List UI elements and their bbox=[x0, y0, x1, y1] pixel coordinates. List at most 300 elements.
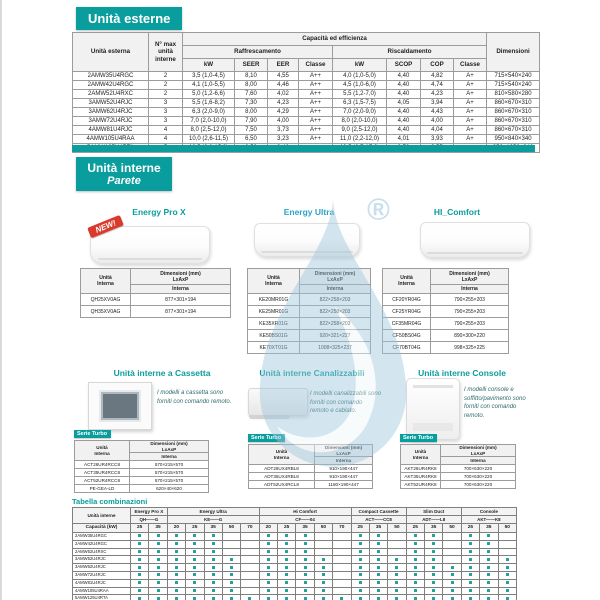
compat-dot bbox=[285, 573, 288, 576]
col-header-indoor-units: Unità interne bbox=[73, 508, 131, 524]
compat-dot bbox=[285, 542, 288, 545]
cassette-grille bbox=[99, 390, 141, 421]
table-row: ADT26UX4RBL8 910×190×447 bbox=[249, 465, 373, 473]
size-col: 25 bbox=[461, 524, 479, 533]
col-header-dimensions-mm bbox=[431, 269, 509, 285]
energy-ultra-rows bbox=[248, 294, 371, 354]
col-header-indoor-unit bbox=[383, 269, 431, 294]
compat-dot bbox=[432, 534, 435, 537]
console-note: I modelli console e soffitto/pavimento sono forniti con comando remoto. bbox=[464, 387, 526, 420]
dim-label-line1: Dimensioni (mm) bbox=[324, 445, 363, 450]
table-row: KE35XR01G 822×258×203 bbox=[248, 318, 371, 330]
dim-label-line2: LxAxP bbox=[470, 450, 486, 456]
compat-dot bbox=[377, 581, 380, 584]
group-hi-comfort: Hi Comfort bbox=[259, 508, 351, 516]
nmax-line3: interne bbox=[155, 55, 176, 63]
compat-dot bbox=[175, 566, 178, 569]
compat-dot bbox=[304, 558, 307, 561]
compat-dot bbox=[469, 597, 472, 600]
compat-dot bbox=[414, 581, 417, 584]
unit-label-line2: Interna bbox=[273, 454, 290, 460]
col-header-cop: COP bbox=[421, 59, 454, 72]
console-unit-image bbox=[406, 378, 460, 440]
compat-dot bbox=[175, 534, 178, 537]
table-row: 3AMW52U4RJC bbox=[73, 556, 517, 564]
compat-dot bbox=[267, 581, 270, 584]
compat-dot bbox=[359, 534, 362, 537]
energy-pro-x-table bbox=[80, 268, 231, 318]
compat-dot bbox=[322, 566, 325, 569]
compat-dot bbox=[157, 573, 160, 576]
compat-dot bbox=[157, 542, 160, 545]
compat-dot bbox=[157, 534, 160, 537]
compat-dot bbox=[414, 573, 417, 576]
table-row: QH25XV0AG 877×301×194 bbox=[81, 294, 231, 306]
compat-dot bbox=[193, 581, 196, 584]
indoor-units-title bbox=[76, 157, 172, 191]
compat-dot bbox=[432, 542, 435, 545]
code-cf: CF——04 bbox=[259, 516, 351, 524]
size-col: 50 bbox=[314, 524, 332, 533]
compat-dot bbox=[451, 597, 454, 600]
compat-dot bbox=[487, 542, 490, 545]
code-act: ACT——CC8 bbox=[351, 516, 406, 524]
compat-dot bbox=[157, 566, 160, 569]
col-subheader-interna: Interna bbox=[300, 285, 371, 294]
console-rows bbox=[401, 465, 516, 489]
table-row: 3AMW52U4RJC 3 5,5 (1,6-8,2) 7,30 4,23 A++ 6,3 (1,5-7,5) 4,05 3,94 A+ 860×670×310 bbox=[73, 99, 540, 108]
col-header-capacity: Capacità ed efficienza bbox=[183, 33, 487, 46]
col-subheader-interna: Interna bbox=[315, 457, 373, 465]
col-header-cooling: Raffrescamento bbox=[183, 46, 333, 59]
size-col: 25 bbox=[186, 524, 204, 533]
table-row: ACT35UR4RCC8 570×215×570 bbox=[75, 469, 209, 477]
compat-dot bbox=[304, 589, 307, 592]
compat-dot bbox=[304, 542, 307, 545]
compat-dot bbox=[248, 597, 251, 600]
nmax-line2: unità bbox=[158, 48, 173, 56]
compat-dot bbox=[304, 566, 307, 569]
outdoor-units-title: Unità esterne bbox=[76, 7, 182, 30]
table-row: KE25MR01G 822×258×203 bbox=[248, 306, 371, 318]
compat-dot bbox=[359, 573, 362, 576]
section-title-console: Unità interne Console bbox=[418, 368, 506, 378]
console-table bbox=[400, 444, 516, 489]
unit-label-line2: Interna bbox=[398, 281, 415, 287]
compat-dot bbox=[469, 558, 472, 561]
table-row: AKT35UR4RK8 700×630×220 bbox=[401, 473, 516, 481]
compat-dot bbox=[212, 566, 215, 569]
dim-label-line1: Dimensioni (mm) bbox=[160, 270, 201, 277]
col-header-heating: Riscaldamento bbox=[333, 46, 487, 59]
col-header-indoor-unit bbox=[75, 441, 130, 461]
compat-dot bbox=[212, 550, 215, 553]
group-slim-duct: Slim Duct bbox=[406, 508, 461, 516]
table-row: CF70BT04G 998×325×225 bbox=[383, 342, 509, 354]
compat-dot bbox=[138, 558, 141, 561]
size-col: 25 bbox=[278, 524, 296, 533]
compat-dot bbox=[469, 566, 472, 569]
compat-dot bbox=[138, 573, 141, 576]
size-col: 70 bbox=[241, 524, 259, 533]
compat-dot bbox=[469, 581, 472, 584]
compat-dot bbox=[285, 597, 288, 600]
compat-dot bbox=[359, 589, 362, 592]
group-compact-cassette: Compact Cassette bbox=[351, 508, 406, 516]
col-header-indoor-unit bbox=[248, 269, 300, 294]
compat-dot bbox=[212, 542, 215, 545]
dim-label-line2: LxAxP bbox=[161, 446, 177, 452]
col-header-classe2: Classe bbox=[454, 59, 487, 72]
col-header-dimensions-mm bbox=[131, 269, 231, 285]
hi-comfort-rows bbox=[383, 294, 509, 354]
capacity-kw-label: Capacità (kW) bbox=[73, 524, 131, 533]
table-row: 2AMW42U4RGC bbox=[73, 540, 517, 548]
table-row: AKT52UR4RK8 700×630×220 bbox=[401, 481, 516, 489]
section-title-hi-comfort: HI_Comfort bbox=[433, 207, 481, 217]
compat-dot bbox=[377, 558, 380, 561]
compat-dot bbox=[377, 589, 380, 592]
size-col: 50 bbox=[222, 524, 240, 533]
compat-dot bbox=[469, 550, 472, 553]
compat-dot bbox=[395, 597, 398, 600]
compat-dot bbox=[469, 589, 472, 592]
compat-dot bbox=[304, 550, 307, 553]
table-row: 2AMW35U4RGC bbox=[73, 533, 517, 541]
size-col: 25 bbox=[131, 524, 149, 533]
compat-dot bbox=[285, 589, 288, 592]
compat-dot bbox=[377, 534, 380, 537]
compat-dot bbox=[175, 542, 178, 545]
compat-dot bbox=[432, 597, 435, 600]
dim-label-line2: LxAxP bbox=[336, 450, 351, 456]
compat-dot bbox=[193, 534, 196, 537]
compat-dot bbox=[175, 573, 178, 576]
compat-dot bbox=[487, 573, 490, 576]
code-ke: KE——G bbox=[167, 516, 259, 524]
compat-dot bbox=[414, 542, 417, 545]
ducted-unit-image bbox=[248, 388, 308, 416]
col-header-indoor-unit bbox=[401, 445, 441, 465]
compat-dot bbox=[487, 566, 490, 569]
section-title-canalizzabili: Unità interne Canalizzabili bbox=[259, 368, 365, 378]
unit-label-line1: Unità bbox=[96, 445, 108, 450]
compat-dot bbox=[175, 597, 178, 600]
energy-ultra-table bbox=[247, 268, 371, 354]
dim-label-line2: LxAxP bbox=[327, 276, 343, 283]
outdoor-units-rows bbox=[73, 72, 540, 153]
table-row: CF25YR04G 790×255×203 bbox=[383, 306, 509, 318]
code-adt: ADT——L8 bbox=[406, 516, 461, 524]
indoor-title-line: Unità interne bbox=[87, 161, 161, 175]
compat-dot bbox=[432, 550, 435, 553]
compat-dot bbox=[285, 566, 288, 569]
table-row: 4AMW105U4RAA bbox=[73, 587, 517, 595]
table-row: ADT35UX4RBL8 910×190×447 bbox=[249, 473, 373, 481]
col-header-nmax bbox=[149, 33, 183, 72]
table-row: CF20YR04G 790×255×203 bbox=[383, 294, 509, 306]
compat-dot bbox=[230, 566, 233, 569]
compat-dot bbox=[175, 550, 178, 553]
dim-label-line2: LxAxP bbox=[172, 276, 189, 283]
hi-comfort-table bbox=[382, 268, 509, 354]
compat-dot bbox=[322, 589, 325, 592]
compat-dot bbox=[175, 558, 178, 561]
compat-dot bbox=[267, 589, 270, 592]
compat-dot bbox=[506, 573, 509, 576]
size-col: 50 bbox=[443, 524, 461, 533]
compat-dot bbox=[322, 573, 325, 576]
compat-dot bbox=[138, 589, 141, 592]
compat-dot bbox=[395, 589, 398, 592]
compat-dot bbox=[487, 597, 490, 600]
table-row: CF50BS04G 890×300×220 bbox=[383, 330, 509, 342]
dim-label-line1: Dimensioni (mm) bbox=[150, 441, 188, 446]
registered-trademark-symbol: ® bbox=[367, 192, 390, 227]
size-col: 25 bbox=[351, 524, 369, 533]
compat-dot bbox=[340, 597, 343, 600]
table-row: KE20MR01G 822×258×203 bbox=[248, 294, 371, 306]
compat-dot bbox=[285, 581, 288, 584]
table-row: 3AMW72U4RJC 3 7,0 (2,0-10,0) 7,90 4,00 A++ 8,0 (2,0-10,0) 4,40 4,00 A+ 860×670×310 bbox=[73, 117, 540, 126]
compat-dot bbox=[487, 534, 490, 537]
unit-label-line1: Unità bbox=[400, 275, 413, 281]
unit-label-line2: Interna bbox=[94, 450, 110, 456]
size-col: 70 bbox=[333, 524, 351, 533]
compat-dot bbox=[193, 589, 196, 592]
compat-dot bbox=[138, 566, 141, 569]
compat-dot bbox=[230, 558, 233, 561]
unit-label-line1: Unità bbox=[99, 275, 112, 281]
col-subheader-interna: Interna bbox=[441, 457, 516, 465]
compat-dot bbox=[359, 597, 362, 600]
table-row: KE50BS01G 920×321×227 bbox=[248, 330, 371, 342]
size-col: 50 bbox=[388, 524, 406, 533]
teal-divider-strip bbox=[72, 145, 535, 152]
table-row: 2AMW35U4RGC 2 3,5 (1,0-4,5) 8,10 4,55 A++ 4,0 (1,0-5,0) 4,40 4,82 A+ 715×540×240 bbox=[73, 72, 540, 81]
compat-dot bbox=[469, 542, 472, 545]
ducted-table bbox=[248, 444, 373, 489]
size-col: 35 bbox=[480, 524, 498, 533]
compat-dot bbox=[377, 566, 380, 569]
ducted-note: I modelli canalizzabili sono forniti con comando remoto e cablato. bbox=[310, 391, 382, 415]
compat-dot bbox=[193, 573, 196, 576]
table-row: 2AMW52U4RXC 2 5,0 (1,2-6,6) 7,60 4,02 A++ 5,5 (1,2-7,0) 4,40 4,23 A+ 810×580×280 bbox=[73, 90, 540, 99]
compat-dot bbox=[395, 573, 398, 576]
compat-dot bbox=[451, 581, 454, 584]
outdoor-units-table bbox=[72, 32, 540, 153]
compat-dot bbox=[359, 581, 362, 584]
table-row: 3AMW62U4RJC bbox=[73, 564, 517, 572]
compat-dot bbox=[414, 534, 417, 537]
col-header-kw: kW bbox=[183, 59, 235, 72]
compat-dot bbox=[451, 573, 454, 576]
compat-dot bbox=[212, 558, 215, 561]
compat-dot bbox=[359, 566, 362, 569]
compat-dot bbox=[469, 573, 472, 576]
combination-rows bbox=[73, 533, 517, 600]
compat-dot bbox=[359, 550, 362, 553]
compat-dot bbox=[304, 573, 307, 576]
table-row: ADT52UX4RCL8 1180×190×447 bbox=[249, 481, 373, 489]
compat-dot bbox=[212, 581, 215, 584]
compat-dot bbox=[193, 542, 196, 545]
size-col: 35 bbox=[149, 524, 167, 533]
table-row: 2AMW42U4RGC 2 4,1 (1,0-5,5) 8,00 4,46 A++ 4,5 (1,0-6,0) 4,40 4,74 A+ 715×540×240 bbox=[73, 81, 540, 90]
cassette-rows bbox=[75, 461, 209, 493]
table-row: 5AMW125U4RTA bbox=[73, 595, 517, 600]
combination-table-title: Tabella combinazioni bbox=[72, 497, 148, 506]
compat-dot bbox=[451, 589, 454, 592]
compat-dot bbox=[377, 597, 380, 600]
compat-dot bbox=[175, 589, 178, 592]
group-energy-ultra: Energy Ultra bbox=[167, 508, 259, 516]
col-header-indoor-unit bbox=[81, 269, 131, 294]
compat-dot bbox=[138, 534, 141, 537]
indoor-subtitle-parete: Parete bbox=[107, 175, 141, 187]
col-header-dimensions-mm bbox=[315, 445, 373, 457]
compat-dot bbox=[193, 566, 196, 569]
size-col: 35 bbox=[369, 524, 387, 533]
compat-dot bbox=[212, 573, 215, 576]
unit-label-line1: Unità bbox=[275, 449, 288, 454]
compat-dot bbox=[395, 581, 398, 584]
combination-table bbox=[72, 507, 517, 600]
code-qh: QH——G bbox=[131, 516, 168, 524]
table-row: ACT52UR4RCC8 570×215×570 bbox=[75, 477, 209, 485]
col-subheader-interna: Interna bbox=[431, 285, 509, 294]
compat-dot bbox=[304, 581, 307, 584]
compat-dot bbox=[175, 581, 178, 584]
size-col: 25 bbox=[406, 524, 424, 533]
compat-dot bbox=[414, 566, 417, 569]
table-row: QH35XV0AG 877×301×194 bbox=[81, 306, 231, 318]
compat-dot bbox=[414, 558, 417, 561]
compat-dot bbox=[304, 597, 307, 600]
compat-dot bbox=[359, 558, 362, 561]
table-row: PE-GEA-LD 620×40×620 bbox=[75, 485, 209, 493]
compat-dot bbox=[285, 550, 288, 553]
col-subheader-interna: Interna bbox=[130, 453, 209, 461]
compat-dot bbox=[304, 534, 307, 537]
compat-dot bbox=[322, 581, 325, 584]
col-header-classe: Classe bbox=[299, 59, 333, 72]
section-title-energy-ultra: Energy Ultra bbox=[283, 207, 335, 217]
compat-dot bbox=[193, 550, 196, 553]
table-row: 2AMW52U4RXC bbox=[73, 548, 517, 556]
code-akt: AKT——K8 bbox=[461, 516, 516, 524]
compat-dot bbox=[230, 581, 233, 584]
compat-dot bbox=[359, 542, 362, 545]
serie-turbo-label-duct: Serie Turbo bbox=[248, 434, 285, 442]
compat-dot bbox=[414, 597, 417, 600]
col-header-kw2: kW bbox=[333, 59, 387, 72]
compat-dot bbox=[193, 597, 196, 600]
group-console: Console bbox=[461, 508, 516, 516]
compat-dot bbox=[432, 589, 435, 592]
compat-dot bbox=[322, 597, 325, 600]
compat-dot bbox=[157, 589, 160, 592]
unit-label-line1: Unità bbox=[414, 449, 427, 454]
dim-label-line1: Dimensioni (mm) bbox=[459, 445, 497, 450]
compat-dot bbox=[506, 589, 509, 592]
compat-dot bbox=[285, 534, 288, 537]
compat-dot bbox=[267, 597, 270, 600]
size-col: 35 bbox=[425, 524, 443, 533]
compat-dot bbox=[395, 558, 398, 561]
compat-dot bbox=[432, 573, 435, 576]
table-row: 3AMW62U4RJC 3 6,3 (2,0-9,0) 8,00 4,29 A++ 7,0 (2,0-9,0) 4,40 4,43 A+ 860×670×310 bbox=[73, 108, 540, 117]
compat-dot bbox=[157, 581, 160, 584]
col-header-dimensions-mm bbox=[441, 445, 516, 457]
table-row: 3AMW72U4RJC bbox=[73, 571, 517, 579]
table-row: 4AMW81U4RJC 4 8,0 (2,5-12,0) 7,50 3,73 A++ 9,0 (2,5-12,0) 4,40 4,04 A+ 860×670×310 bbox=[73, 126, 540, 135]
compat-dot bbox=[432, 558, 435, 561]
compat-dot bbox=[193, 558, 196, 561]
compat-dot bbox=[377, 573, 380, 576]
compat-dot bbox=[138, 542, 141, 545]
compat-dot bbox=[267, 534, 270, 537]
cassette-table bbox=[74, 440, 209, 493]
col-header-seer: SEER bbox=[235, 59, 268, 72]
compat-dot bbox=[157, 558, 160, 561]
compat-dot bbox=[469, 534, 472, 537]
size-col: 20 bbox=[259, 524, 277, 533]
unit-label-line2: Interna bbox=[97, 281, 114, 287]
col-header-dimensions-mm bbox=[130, 441, 209, 453]
compat-dot bbox=[212, 597, 215, 600]
compat-dot bbox=[138, 597, 141, 600]
compat-dot bbox=[267, 542, 270, 545]
energy-pro-x-rows bbox=[81, 294, 231, 318]
compat-dot bbox=[432, 566, 435, 569]
compat-dot bbox=[138, 550, 141, 553]
group-energy-pro-x: Energy Pro X bbox=[131, 508, 168, 516]
unit-label-line2: Interna bbox=[412, 454, 429, 460]
size-col: 50 bbox=[498, 524, 517, 533]
compat-dot bbox=[157, 597, 160, 600]
size-col: 35 bbox=[204, 524, 222, 533]
compat-dot bbox=[506, 581, 509, 584]
col-header-eer: EER bbox=[268, 59, 299, 72]
table-row: 4AMW105U4RAA 4 10,0 (2,6-11,5) 6,50 3,23 A++ 11,0 (2,2-12,0) 4,01 3,93 A+ 950×840×340 bbox=[73, 135, 540, 144]
compat-dot bbox=[487, 558, 490, 561]
dim-label-line1: Dimensioni (mm) bbox=[449, 270, 490, 277]
compat-dot bbox=[377, 542, 380, 545]
unit-label-line1: Unità bbox=[267, 275, 280, 281]
section-title-cassetta: Unità interne a Cassetta bbox=[113, 368, 211, 378]
compat-dot bbox=[267, 558, 270, 561]
wall-unit-image-hi-comfort bbox=[420, 222, 530, 258]
compat-dot bbox=[487, 550, 490, 553]
compat-dot bbox=[506, 558, 509, 561]
unit-label-line2: Interna bbox=[265, 281, 282, 287]
col-header-dimensions: Dimensioni bbox=[487, 33, 540, 72]
compat-dot bbox=[138, 581, 141, 584]
col-header-dimensions-mm bbox=[300, 269, 371, 285]
compat-dot bbox=[395, 566, 398, 569]
table-row: KE70XT01G 1008×325×237 bbox=[248, 342, 371, 354]
compat-dot bbox=[432, 581, 435, 584]
compat-dot bbox=[157, 550, 160, 553]
compat-dot bbox=[267, 573, 270, 576]
table-row: CF35MR04G 790×255×203 bbox=[383, 318, 509, 330]
compat-dot bbox=[506, 566, 509, 569]
col-header-indoor-unit bbox=[249, 445, 315, 465]
compat-dot bbox=[414, 589, 417, 592]
compat-dot bbox=[451, 566, 454, 569]
wall-unit-image-pro-x bbox=[90, 226, 210, 264]
